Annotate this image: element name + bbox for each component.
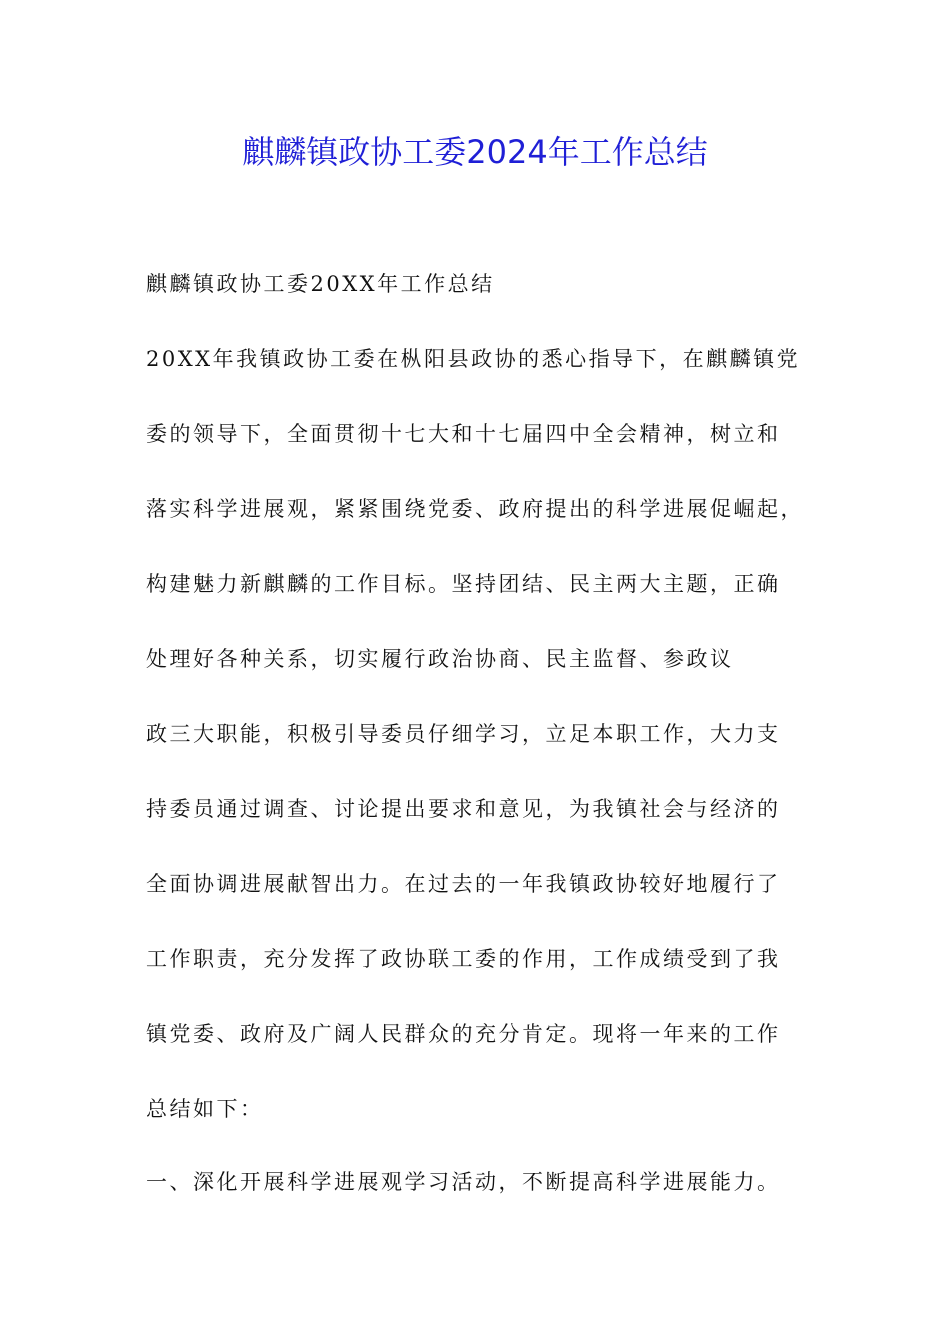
- body-line-4: 构建魅力新麒麟的工作目标。坚持团结、民主两大主题，正确: [146, 572, 781, 596]
- body-line-9: 工作职责，充分发挥了政协联工委的作用，工作成绩受到了我: [146, 947, 781, 971]
- document-title: 麒麟镇政协工委2024年工作总结: [242, 133, 708, 171]
- document-subtitle: 麒麟镇政协工委20XX年工作总结: [146, 272, 495, 296]
- body-line-10: 镇党委、政府及广阔人民群众的充分肯定。现将一年来的工作: [146, 1022, 781, 1046]
- body-line-1: 20XX年我镇政协工委在枞阳县政协的悉心指导下，在麒麟镇党: [146, 347, 801, 371]
- body-line-6: 政三大职能，积极引导委员仔细学习，立足本职工作，大力支: [146, 722, 781, 746]
- body-line-7: 持委员通过调查、讨论提出要求和意见，为我镇社会与经济的: [146, 797, 781, 821]
- body-line-8: 全面协调进展献智出力。在过去的一年我镇政协较好地履行了: [146, 872, 781, 896]
- body-line-3: 落实科学进展观，紧紧围绕党委、政府提出的科学进展促崛起，: [146, 497, 804, 521]
- body-line-11: 总结如下：: [146, 1097, 264, 1121]
- body-line-2: 委的领导下，全面贯彻十七大和十七届四中全会精神，树立和: [146, 422, 781, 446]
- body-line-5: 处理好各种关系，切实履行政治协商、民主监督、参政议: [146, 647, 734, 671]
- section-heading: 一、深化开展科学进展观学习活动，不断提高科学进展能力。: [146, 1170, 781, 1194]
